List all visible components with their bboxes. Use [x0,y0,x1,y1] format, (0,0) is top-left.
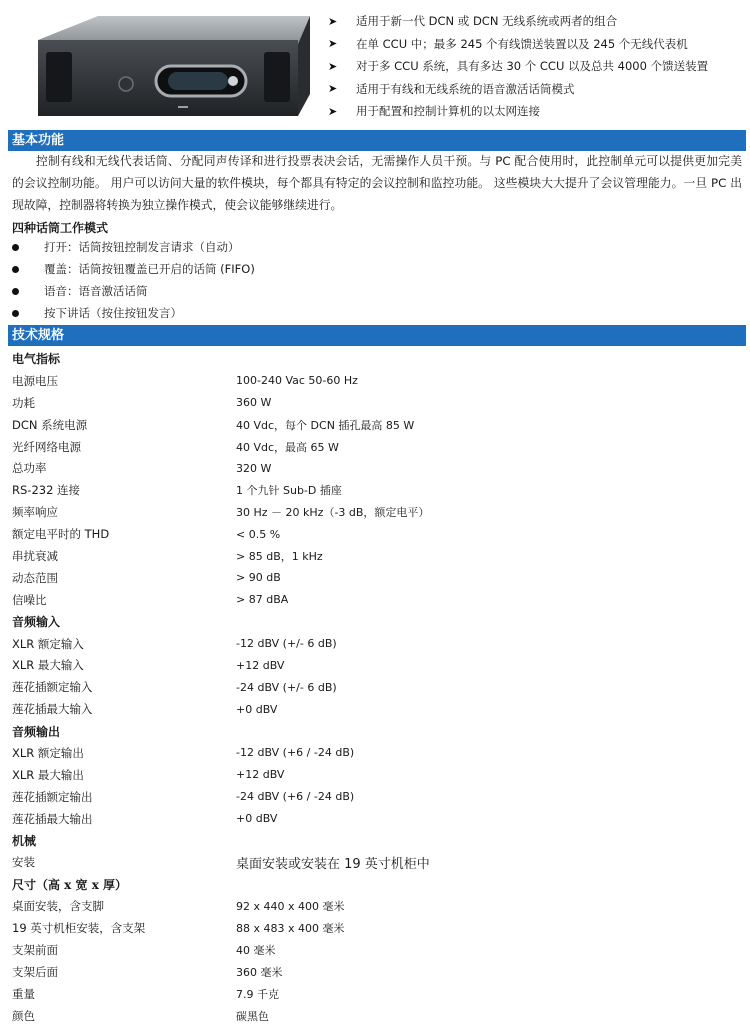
spec-row [12,983,742,1005]
central-control-unit-image [28,8,313,120]
spec-label: XLR 最大输入 [12,658,84,673]
spec-label: 支架后面 [12,964,58,979]
spec-table [12,348,742,1027]
spec-row [12,523,742,545]
spec-value: 88 x 483 x 400 毫米 [236,922,345,936]
spec-label: RS-232 连接 [12,483,81,498]
arrow-bullet-icon: ➤ [328,104,338,118]
spec-row [12,786,742,808]
product-header [0,0,750,125]
feature-item: ➤ 用于配置和控制计算机的以太网连接 [328,104,540,119]
spec-row [12,567,742,589]
spec-label: XLR 最大输出 [12,767,84,782]
feature-item: ➤ 对于多 CCU 系统，具有多达 30 个 CCU 以及总共 4000 个馈送装置 [328,59,709,74]
spec-value: 360 毫米 [236,965,283,979]
spec-row [12,939,742,961]
spec-label: 总功率 [12,461,47,476]
feature-item: ➤ 在单 CCU 中；最多 245 个有线馈送装置以及 245 个无线代表机 [328,36,688,51]
spec-value: 100-240 Vac 50-60 Hz [236,374,358,388]
spec-value: +0 dBV [236,702,278,716]
spec-value: > 90 dB [236,571,281,585]
spec-row [12,545,742,567]
spec-value: < 0.5 % [236,527,281,541]
spec-group-heading [12,720,742,742]
bullet-dot-icon [12,244,19,251]
feature-list [328,10,743,123]
spec-label: 重量 [12,986,35,1001]
spec-value: -12 dBV (+6 / -24 dB) [236,746,355,760]
spec-label: 串扰衰减 [12,548,58,563]
spec-row [12,764,742,786]
spec-label: DCN 系统电源 [12,417,88,432]
spec-row [12,392,742,414]
spec-label: 音频输入 [12,615,61,630]
spec-row [12,654,742,676]
spec-value: 40 毫米 [236,943,276,957]
arrow-bullet-icon: ➤ [328,59,338,73]
spec-label: 颜色 [12,1008,35,1023]
arrow-bullet-icon: ➤ [328,37,338,51]
spec-label: 额定电平时的 THD [12,527,110,542]
spec-group-heading [12,873,742,895]
spec-label: 莲花插额定输入 [12,680,93,695]
spec-value: 92 x 440 x 400 毫米 [236,900,345,914]
section-header-basic-functions: 基本功能 [8,130,746,151]
spec-value: -12 dBV (+/- 6 dB) [236,637,337,651]
spec-row [12,851,742,873]
spec-value: 桌面安装或安装在 19 英寸机柜中 [236,856,430,872]
spec-row [12,479,742,501]
bullet-dot-icon [12,266,19,273]
feature-item: ➤ 适用于新一代 DCN 或 DCN 无线系统或两者的组合 [328,14,618,29]
spec-value: +12 dBV [236,658,285,672]
list-item: 按下讲话（按住按钮发言） [12,302,255,324]
list-item: 覆盖：话筒按钮覆盖已开启的话筒 (FIFO) [12,258,255,280]
spec-row [12,414,742,436]
spec-value: > 87 dBA [236,593,289,607]
spec-group-heading [12,611,742,633]
list-item: 打开：话筒按钮控制发言请求（自动） [12,236,255,258]
spec-label: 光纤网络电源 [12,439,81,454]
spec-value: +0 dBV [236,812,278,826]
spec-value: 40 Vdc，每个 DCN 插孔最高 85 W [236,418,415,432]
arrow-bullet-icon: ➤ [328,82,338,96]
spec-value: 30 Hz － 20 kHz（-3 dB，额定电平） [236,506,430,520]
spec-label: 动态范围 [12,570,58,585]
spec-value: 40 Vdc，最高 65 W [236,440,339,454]
spec-group-heading [12,348,742,370]
spec-label: 电源电压 [12,373,58,388]
spec-row [12,808,742,830]
spec-row [12,1005,742,1027]
spec-value: -24 dBV (+6 / -24 dB) [236,790,355,804]
mic-modes-list [12,236,255,324]
spec-label: 安装 [12,855,35,870]
bullet-dot-icon [12,288,19,295]
spec-row [12,698,742,720]
mic-modes-heading: 四种话筒工作模式 [12,221,109,235]
bullet-dot-icon [12,310,19,317]
spec-label: 桌面安装，含支脚 [12,899,104,914]
spec-value: > 85 dB，1 kHz [236,549,323,563]
spec-group-heading [12,830,742,852]
spec-label: 信噪比 [12,592,47,607]
spec-row [12,633,742,655]
spec-value: 320 W [236,461,272,475]
list-item: 语音：语音激活话筒 [12,280,255,302]
feature-item: ➤ 适用于有线和无线系统的语音激活话筒模式 [328,81,575,96]
spec-row [12,676,742,698]
spec-label: 音频输出 [12,724,61,739]
spec-row [12,961,742,983]
spec-row [12,370,742,392]
spec-label: XLR 额定输出 [12,745,84,760]
spec-label: XLR 额定输入 [12,636,84,651]
spec-row [12,589,742,611]
spec-row [12,457,742,479]
arrow-bullet-icon: ➤ [328,14,338,28]
spec-label: 莲花插最大输出 [12,811,93,826]
spec-label: 19 英寸机柜安装，含支架 [12,921,146,936]
spec-value: 1 个九针 Sub-D 插座 [236,484,342,498]
spec-value: 7.9 千克 [236,987,279,1001]
spec-row [12,742,742,764]
spec-label: 频率响应 [12,505,58,520]
spec-value: -24 dBV (+/- 6 dB) [236,680,337,694]
basic-functions-paragraph: 控制有线和无线代表话筒、分配同声传译和进行投票表决会话，无需操作人员干预。与 PC 配合使用时，此控制单元可以提供更加完美的会议控制功能。 用户可以访问大量的软件模块，每个都具有特定的会议控制和监控功能。 这些模块大大提升了会议管理能力。一旦 PC 出现故障，控制器将转换为独立操作模式，使会议能够继续进行。 [12,154,742,212]
spec-label: 电气指标 [12,352,61,367]
spec-label: 支架前面 [12,942,58,957]
spec-value: +12 dBV [236,768,285,782]
spec-row [12,895,742,917]
spec-label: 机械 [12,834,37,849]
spec-row [12,501,742,523]
spec-value: 碳黑色 [236,1009,269,1023]
spec-label: 尺寸（高 x 宽 x 厚） [12,877,128,892]
spec-value: 360 W [236,396,272,410]
spec-label: 功耗 [12,395,35,410]
spec-label: 莲花插最大输入 [12,702,93,717]
spec-row [12,436,742,458]
spec-label: 莲花插额定输出 [12,789,93,804]
section-header-specifications: 技术规格 [8,325,746,346]
spec-row [12,917,742,939]
